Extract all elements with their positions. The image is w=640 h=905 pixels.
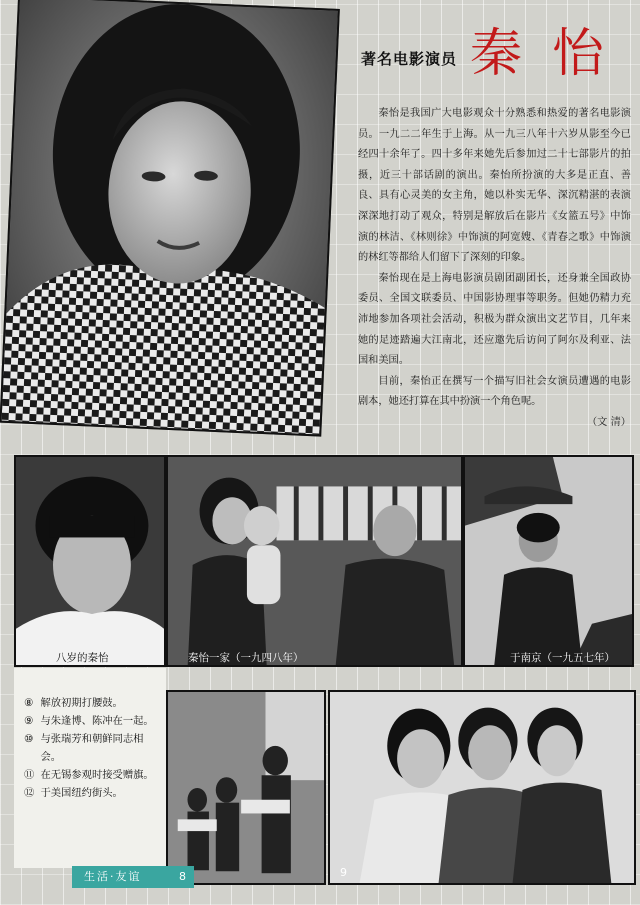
bio-paragraph-3-text: 目前，秦怡正在撰写一个描写旧社会女演员遭遇的电影剧本，她还打算在其中扮演一个角色呢。 (358, 375, 631, 408)
page-number-right: 9 (340, 866, 347, 879)
caption-nanjing: 于南京（一九五七年） (510, 652, 615, 664)
photo-age-eight (14, 455, 166, 667)
legend-text: 与朱逢博、陈冲在一起。 (40, 715, 154, 727)
legend-number: ⑨ (24, 715, 34, 727)
bio-paragraph-2: 秦怡现在是上海电影演员剧团副团长，还身兼全国政协委员、全国文联委员、中国影协理事等职务。但她仍精力充沛地参加各项社会活动，积极为群众演出文艺节目，几年来她的足迹踏遍大江南北，还应邀先后访问了阿尔及利亚、法国和美国。 (358, 272, 631, 367)
photo-nanjing-image (465, 457, 632, 665)
page-number-left: 8 (179, 870, 186, 883)
page-title: 秦怡 (470, 24, 635, 84)
legend-number: ⑩ (24, 733, 34, 745)
legend-list (14, 668, 166, 802)
photo-family (166, 455, 463, 667)
photo-waist-drum-image (168, 692, 324, 883)
photo-waist-drum (166, 690, 326, 885)
photo-legend (14, 668, 166, 868)
caption-age-eight: 八岁的秦怡 (56, 652, 109, 664)
legend-number: ⑧ (24, 697, 34, 709)
bio-paragraph-3 (358, 372, 631, 434)
portrait-photo (0, 0, 340, 437)
legend-number: ⑫ (24, 787, 35, 799)
biography (358, 104, 631, 434)
legend-text: 解放初期打腰鼓。 (40, 697, 123, 709)
section-label: 生活·友谊 (84, 870, 142, 883)
legend-item (24, 784, 160, 802)
photo-age-eight-image (16, 457, 164, 665)
legend-item (24, 694, 160, 712)
portrait-image (2, 0, 338, 435)
legend-number: ⑪ (24, 769, 35, 781)
section-footer (72, 866, 194, 888)
photo-three-women (328, 690, 636, 885)
photo-nanjing (463, 455, 634, 667)
legend-text: 在无锡参观时接受赠旗。 (40, 769, 154, 781)
subtitle: 著名电影演员 (361, 50, 458, 68)
photo-family-image (168, 457, 461, 665)
legend-item (24, 712, 160, 730)
legend-item (24, 730, 160, 766)
legend-text: 与张瑞芳和朝鲜同志相会。 (40, 733, 144, 763)
bio-paragraph-1: 秦怡是我国广大电影观众十分熟悉和热爱的著名电影演员。一九二二年生于上海。从一九三八年十六岁从影至今已经四十余年了。四十多年来她先后参加过二十七部影片的拍摄，近三十部话剧的演出。秦怡所扮演的大多是正直、善良、具有心灵美的女主角，她以朴实无华、深沉精湛的表演深深地打动了观众，特别是解放后在影片《女篮五号》中饰演的林洁、《林则徐》中饰演的阿宽嫂、《青春之歌》中饰演的林红等都给人们留下了深刻的印象。 (358, 108, 631, 264)
legend-item (24, 766, 160, 784)
legend-text: 于美国纽约街头。 (40, 787, 123, 799)
photo-three-women-image (330, 692, 634, 883)
caption-family: 秦怡一家（一九四八年） (188, 652, 304, 664)
author-credit: （文 清） (587, 416, 631, 428)
